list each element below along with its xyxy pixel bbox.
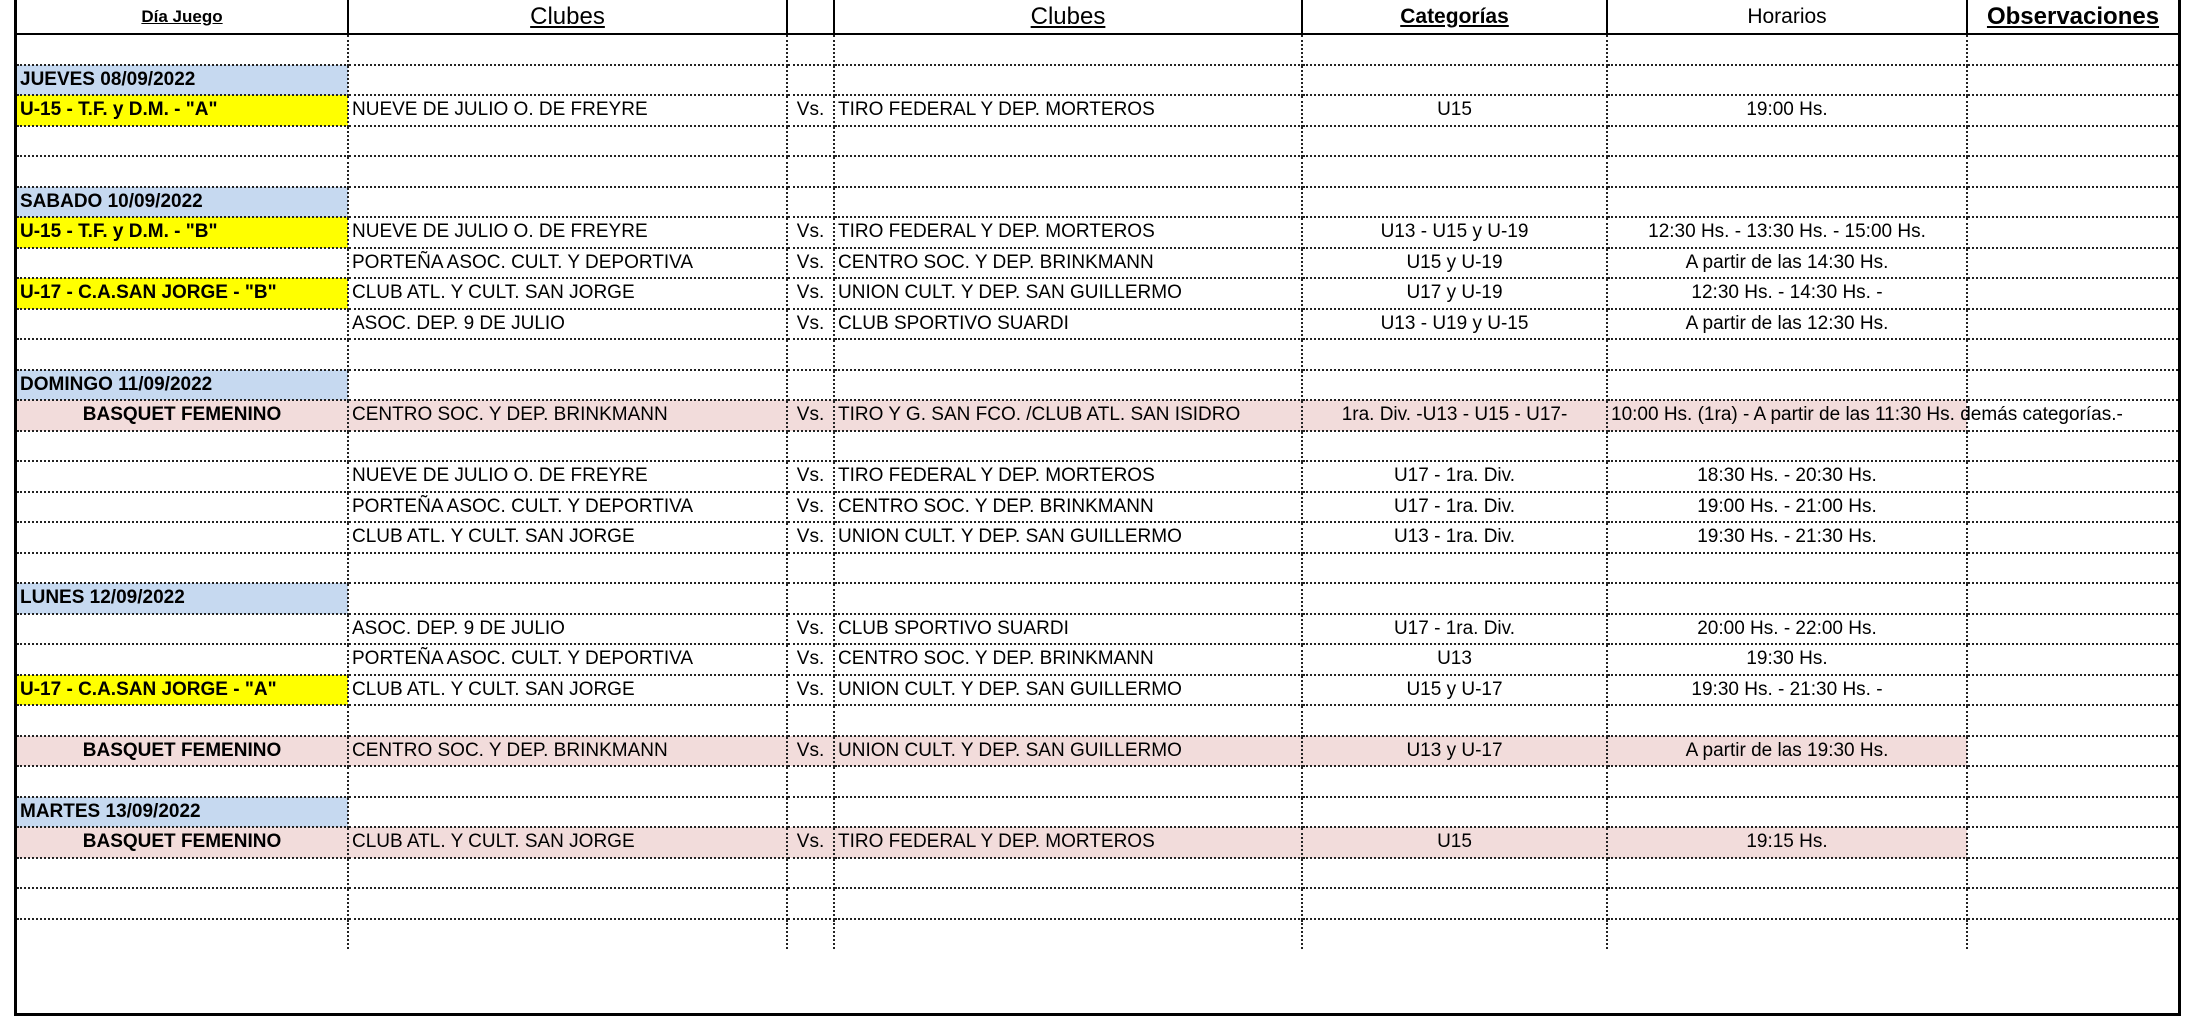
vs: Vs. xyxy=(787,461,834,492)
empty-cell xyxy=(1607,705,1967,736)
empty-cell xyxy=(1607,919,1967,950)
vs: Vs. xyxy=(787,522,834,553)
vs: Vs. xyxy=(787,827,834,858)
empty-cell xyxy=(17,492,348,523)
blank-row xyxy=(17,553,2178,584)
horario: 18:30 Hs. - 20:30 Hs. xyxy=(1607,461,1967,492)
horario: 19:00 Hs. - 21:00 Hs. xyxy=(1607,492,1967,523)
empty-cell xyxy=(1967,370,2178,401)
empty-cell xyxy=(348,34,787,65)
empty-cell xyxy=(834,766,1302,797)
empty-cell xyxy=(17,644,348,675)
club-visitante: UNION CULT. Y DEP. SAN GUILLERMO xyxy=(834,522,1302,553)
match-row xyxy=(17,675,2178,706)
club-local: CLUB ATL. Y CULT. SAN JORGE xyxy=(348,675,787,706)
empty-cell xyxy=(787,888,834,919)
horario: A partir de las 19:30 Hs. xyxy=(1607,736,1967,767)
match-row xyxy=(17,95,2178,126)
empty-cell xyxy=(17,339,348,370)
empty-cell xyxy=(1302,888,1607,919)
empty-cell xyxy=(348,766,787,797)
day-label: LUNES 12/09/2022 xyxy=(17,583,348,614)
empty-cell xyxy=(17,34,348,65)
empty-cell xyxy=(348,583,787,614)
empty-cell xyxy=(787,126,834,157)
vs: Vs. xyxy=(787,736,834,767)
day-row xyxy=(17,370,2178,401)
horario: 12:30 Hs. - 13:30 Hs. - 15:00 Hs. xyxy=(1607,217,1967,248)
horario: A partir de las 14:30 Hs. xyxy=(1607,248,1967,279)
empty-cell xyxy=(348,156,787,187)
observacion xyxy=(1967,95,2178,126)
empty-cell xyxy=(1302,919,1607,950)
fem-match-row xyxy=(17,736,2178,767)
blank-row xyxy=(17,705,2178,736)
empty-cell xyxy=(348,705,787,736)
categoria: U13 y U-17 xyxy=(1302,736,1607,767)
empty-cell xyxy=(1967,339,2178,370)
empty-cell xyxy=(834,858,1302,889)
empty-cell xyxy=(1967,431,2178,462)
empty-cell xyxy=(834,34,1302,65)
empty-cell xyxy=(17,461,348,492)
categoria: U17 y U-19 xyxy=(1302,278,1607,309)
match-row xyxy=(17,309,2178,340)
empty-cell xyxy=(17,858,348,889)
blank-row xyxy=(17,156,2178,187)
observacion xyxy=(1967,309,2178,340)
club-local: NUEVE DE JULIO O. DE FREYRE xyxy=(348,461,787,492)
group-tag: U-17 - C.A.SAN JORGE - "B" xyxy=(17,278,348,309)
categoria: U17 - 1ra. Div. xyxy=(1302,492,1607,523)
day-row xyxy=(17,65,2178,96)
club-visitante: TIRO FEDERAL Y DEP. MORTEROS xyxy=(834,827,1302,858)
empty-cell xyxy=(1302,553,1607,584)
horario: 19:30 Hs. - 21:30 Hs. - xyxy=(1607,675,1967,706)
group-tag: U-17 - C.A.SAN JORGE - "A" xyxy=(17,675,348,706)
empty-cell xyxy=(1302,126,1607,157)
club-local: CLUB ATL. Y CULT. SAN JORGE xyxy=(348,827,787,858)
fem-match-row xyxy=(17,400,2178,431)
empty-cell xyxy=(1967,34,2178,65)
empty-cell xyxy=(1302,34,1607,65)
categoria: U13 - 1ra. Div. xyxy=(1302,522,1607,553)
header-observaciones-label: Observaciones xyxy=(1986,2,2160,30)
empty-cell xyxy=(17,614,348,645)
empty-cell xyxy=(1607,888,1967,919)
empty-cell xyxy=(348,339,787,370)
empty-cell xyxy=(834,339,1302,370)
header-vs xyxy=(787,0,834,34)
categoria: U17 - 1ra. Div. xyxy=(1302,461,1607,492)
day-row xyxy=(17,187,2178,218)
empty-cell xyxy=(1607,156,1967,187)
empty-cell xyxy=(834,797,1302,828)
empty-cell xyxy=(1607,431,1967,462)
club-visitante: TIRO FEDERAL Y DEP. MORTEROS xyxy=(834,461,1302,492)
empty-cell xyxy=(787,156,834,187)
empty-cell xyxy=(1967,553,2178,584)
observacion xyxy=(1967,644,2178,675)
club-local: CLUB ATL. Y CULT. SAN JORGE xyxy=(348,278,787,309)
empty-cell xyxy=(17,888,348,919)
group-tag: U-15 - T.F. y D.M. - "B" xyxy=(17,217,348,248)
vs: Vs. xyxy=(787,309,834,340)
empty-cell xyxy=(787,339,834,370)
empty-cell xyxy=(17,705,348,736)
categoria: U13 - U15 y U-19 xyxy=(1302,217,1607,248)
vs: Vs. xyxy=(787,675,834,706)
blank-row xyxy=(17,888,2178,919)
vs: Vs. xyxy=(787,217,834,248)
empty-cell xyxy=(834,187,1302,218)
empty-cell xyxy=(1607,65,1967,96)
header-dia-label: Día Juego xyxy=(141,6,223,26)
empty-cell xyxy=(787,34,834,65)
observacion xyxy=(1967,736,2178,767)
empty-cell xyxy=(17,126,348,157)
club-local: PORTEÑA ASOC. CULT. Y DEPORTIVA xyxy=(348,644,787,675)
empty-cell xyxy=(1302,339,1607,370)
match-row xyxy=(17,644,2178,675)
empty-cell xyxy=(787,431,834,462)
division-label: BASQUET FEMENINO xyxy=(17,736,348,767)
empty-cell xyxy=(1302,797,1607,828)
day-label: SABADO 10/09/2022 xyxy=(17,187,348,218)
empty-cell xyxy=(348,65,787,96)
club-local: CENTRO SOC. Y DEP. BRINKMANN xyxy=(348,736,787,767)
empty-cell xyxy=(1967,705,2178,736)
empty-cell xyxy=(787,583,834,614)
empty-cell xyxy=(17,766,348,797)
empty-cell xyxy=(1967,888,2178,919)
empty-cell xyxy=(1967,919,2178,950)
blank-row xyxy=(17,766,2178,797)
header-clubes-visitante-label: Clubes xyxy=(1030,2,1106,30)
empty-cell xyxy=(17,431,348,462)
empty-cell xyxy=(348,888,787,919)
observacion xyxy=(1967,492,2178,523)
empty-cell xyxy=(1607,797,1967,828)
group-tag: U-15 - T.F. y D.M. - "A" xyxy=(17,95,348,126)
empty-cell xyxy=(1302,370,1607,401)
vs: Vs. xyxy=(787,492,834,523)
empty-cell xyxy=(834,553,1302,584)
day-row xyxy=(17,797,2178,828)
empty-cell xyxy=(17,156,348,187)
empty-cell xyxy=(834,65,1302,96)
horario: 20:00 Hs. - 22:00 Hs. xyxy=(1607,614,1967,645)
empty-cell xyxy=(348,187,787,218)
day-label: JUEVES 08/09/2022 xyxy=(17,65,348,96)
empty-cell xyxy=(348,370,787,401)
horario: 19:30 Hs. - 21:30 Hs. xyxy=(1607,522,1967,553)
empty-cell xyxy=(1607,583,1967,614)
vs: Vs. xyxy=(787,644,834,675)
observacion xyxy=(1967,278,2178,309)
observacion xyxy=(1967,461,2178,492)
vs: Vs. xyxy=(787,95,834,126)
blank-row xyxy=(17,919,2178,950)
horario: 19:00 Hs. xyxy=(1607,95,1967,126)
club-local: CENTRO SOC. Y DEP. BRINKMANN xyxy=(348,400,787,431)
empty-cell xyxy=(787,858,834,889)
empty-cell xyxy=(834,583,1302,614)
empty-cell xyxy=(348,797,787,828)
header-clubes-visitante xyxy=(834,0,1302,34)
day-label: MARTES 13/09/2022 xyxy=(17,797,348,828)
empty-cell xyxy=(1302,65,1607,96)
empty-cell xyxy=(1607,34,1967,65)
club-visitante: CENTRO SOC. Y DEP. BRINKMANN xyxy=(834,644,1302,675)
categoria: U15 y U-19 xyxy=(1302,248,1607,279)
categoria: U13 - U19 y U-15 xyxy=(1302,309,1607,340)
header-horarios xyxy=(1607,0,1967,34)
categoria: U17 - 1ra. Div. xyxy=(1302,614,1607,645)
header-clubes-local xyxy=(348,0,787,34)
empty-cell xyxy=(1607,370,1967,401)
blank-row xyxy=(17,431,2178,462)
blank-row xyxy=(17,339,2178,370)
header-horarios-label: Horarios xyxy=(1747,4,1827,28)
empty-cell xyxy=(348,431,787,462)
empty-cell xyxy=(1967,156,2178,187)
club-local: PORTEÑA ASOC. CULT. Y DEPORTIVA xyxy=(348,492,787,523)
empty-cell xyxy=(787,797,834,828)
horario: 19:15 Hs. xyxy=(1607,827,1967,858)
division-label: BASQUET FEMENINO xyxy=(17,400,348,431)
match-row xyxy=(17,461,2178,492)
empty-cell xyxy=(787,187,834,218)
horario: A partir de las 12:30 Hs. xyxy=(1607,309,1967,340)
match-row xyxy=(17,614,2178,645)
club-visitante: CENTRO SOC. Y DEP. BRINKMANN xyxy=(834,492,1302,523)
horario: 12:30 Hs. - 14:30 Hs. - xyxy=(1607,278,1967,309)
club-visitante: TIRO Y G. SAN FCO. /CLUB ATL. SAN ISIDRO xyxy=(834,400,1302,431)
blank-row xyxy=(17,858,2178,889)
categoria: 1ra. Div. -U13 - U15 - U17- xyxy=(1302,400,1607,431)
empty-cell xyxy=(348,919,787,950)
horario: 10:00 Hs. (1ra) - A partir de las 11:30 Hs. demás categorías.- xyxy=(1607,400,1967,431)
day-row xyxy=(17,583,2178,614)
club-visitante: TIRO FEDERAL Y DEP. MORTEROS xyxy=(834,217,1302,248)
empty-cell xyxy=(1607,858,1967,889)
categoria: U13 xyxy=(1302,644,1607,675)
match-row xyxy=(17,522,2178,553)
empty-cell xyxy=(17,248,348,279)
club-visitante: CLUB SPORTIVO SUARDI xyxy=(834,614,1302,645)
header-clubes-local-label: Clubes xyxy=(530,2,605,30)
empty-cell xyxy=(1967,766,2178,797)
vs: Vs. xyxy=(787,248,834,279)
empty-cell xyxy=(1302,705,1607,736)
observacion xyxy=(1967,248,2178,279)
categoria: U15 y U-17 xyxy=(1302,675,1607,706)
match-row xyxy=(17,248,2178,279)
empty-cell xyxy=(1607,766,1967,797)
match-row xyxy=(17,217,2178,248)
club-visitante: CENTRO SOC. Y DEP. BRINKMANN xyxy=(834,248,1302,279)
empty-cell xyxy=(1302,187,1607,218)
vs: Vs. xyxy=(787,614,834,645)
empty-cell xyxy=(1607,126,1967,157)
empty-cell xyxy=(1967,187,2178,218)
fixture-table xyxy=(17,0,2178,949)
club-local: ASOC. DEP. 9 DE JULIO xyxy=(348,614,787,645)
header-categorias-label: Categorías xyxy=(1400,4,1509,28)
observacion xyxy=(1967,614,2178,645)
schedule-sheet xyxy=(14,0,2181,1016)
header-row xyxy=(17,0,2178,34)
empty-cell xyxy=(1967,65,2178,96)
empty-cell xyxy=(834,126,1302,157)
club-visitante: CLUB SPORTIVO SUARDI xyxy=(834,309,1302,340)
empty-cell xyxy=(1302,583,1607,614)
club-local: NUEVE DE JULIO O. DE FREYRE xyxy=(348,217,787,248)
empty-cell xyxy=(1967,583,2178,614)
empty-cell xyxy=(1607,553,1967,584)
club-local: PORTEÑA ASOC. CULT. Y DEPORTIVA xyxy=(348,248,787,279)
empty-cell xyxy=(1302,766,1607,797)
header-dia-juego xyxy=(17,0,348,34)
observacion xyxy=(1967,217,2178,248)
empty-cell xyxy=(1967,797,2178,828)
club-local: ASOC. DEP. 9 DE JULIO xyxy=(348,309,787,340)
empty-cell xyxy=(1302,156,1607,187)
observacion xyxy=(1967,522,2178,553)
empty-cell xyxy=(787,65,834,96)
division-label: BASQUET FEMENINO xyxy=(17,827,348,858)
club-visitante: TIRO FEDERAL Y DEP. MORTEROS xyxy=(834,95,1302,126)
club-visitante: UNION CULT. Y DEP. SAN GUILLERMO xyxy=(834,736,1302,767)
empty-cell xyxy=(1302,858,1607,889)
empty-cell xyxy=(348,553,787,584)
categoria: U15 xyxy=(1302,827,1607,858)
club-local: CLUB ATL. Y CULT. SAN JORGE xyxy=(348,522,787,553)
horario: 19:30 Hs. xyxy=(1607,644,1967,675)
club-visitante: UNION CULT. Y DEP. SAN GUILLERMO xyxy=(834,675,1302,706)
vs: Vs. xyxy=(787,400,834,431)
observacion xyxy=(1967,827,2178,858)
vs: Vs. xyxy=(787,278,834,309)
empty-cell xyxy=(1607,339,1967,370)
club-visitante: UNION CULT. Y DEP. SAN GUILLERMO xyxy=(834,278,1302,309)
empty-cell xyxy=(787,705,834,736)
empty-cell xyxy=(834,705,1302,736)
empty-cell xyxy=(1607,187,1967,218)
empty-cell xyxy=(834,370,1302,401)
observacion xyxy=(1967,675,2178,706)
club-local: NUEVE DE JULIO O. DE FREYRE xyxy=(348,95,787,126)
day-label: DOMINGO 11/09/2022 xyxy=(17,370,348,401)
empty-cell xyxy=(787,553,834,584)
match-row xyxy=(17,278,2178,309)
blank-row xyxy=(17,34,2178,65)
empty-cell xyxy=(787,919,834,950)
empty-cell xyxy=(834,919,1302,950)
empty-cell xyxy=(348,126,787,157)
blank-row xyxy=(17,126,2178,157)
empty-cell xyxy=(1967,858,2178,889)
empty-cell xyxy=(834,431,1302,462)
empty-cell xyxy=(1302,431,1607,462)
match-row xyxy=(17,492,2178,523)
empty-cell xyxy=(17,309,348,340)
empty-cell xyxy=(17,553,348,584)
empty-cell xyxy=(17,919,348,950)
categoria: U15 xyxy=(1302,95,1607,126)
header-observaciones xyxy=(1967,0,2178,34)
empty-cell xyxy=(834,156,1302,187)
empty-cell xyxy=(17,522,348,553)
empty-cell xyxy=(787,766,834,797)
empty-cell xyxy=(834,888,1302,919)
header-categorias xyxy=(1302,0,1607,34)
empty-cell xyxy=(1967,126,2178,157)
empty-cell xyxy=(348,858,787,889)
empty-cell xyxy=(787,370,834,401)
fem-match-row xyxy=(17,827,2178,858)
